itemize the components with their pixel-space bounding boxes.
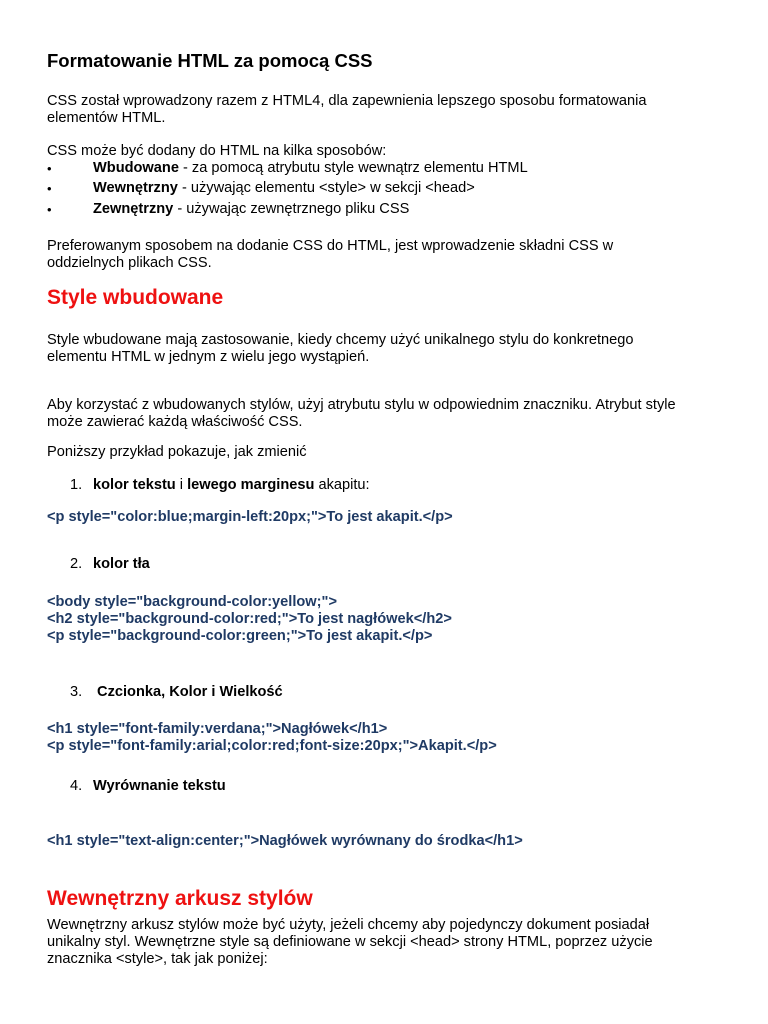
code-line: <h1 style="text-align:center;">Nagłówek wyrównany do środka</h1> [47, 833, 523, 849]
example-number: 3. [70, 684, 83, 700]
intro-line-2: elementów HTML. [47, 110, 166, 126]
bullet-icon: • [47, 202, 52, 217]
list-item-term: Wbudowane [93, 160, 179, 176]
example-text: i [175, 477, 188, 493]
list-item-term: Wewnętrzny [93, 180, 178, 196]
example-label: kolor tła [93, 556, 150, 572]
example-label: Czcionka, Kolor i Wielkość [93, 684, 283, 700]
list-item-term: Zewnętrzny [93, 201, 174, 217]
section-heading-inline-styles: Style wbudowane [47, 286, 224, 309]
example-item [47, 556, 747, 573]
code-line: <p style="background-color:green;">To jest akapit.</p> [47, 628, 433, 644]
bullet-icon: • [47, 181, 52, 196]
example-term: lewego marginesu [187, 477, 315, 493]
bullet-icon: • [47, 161, 52, 176]
example-number: 1. [70, 477, 83, 493]
example-text: akapitu: [314, 477, 370, 493]
example-item [47, 684, 747, 701]
example-term: kolor tekstu [93, 477, 176, 493]
code-line: <p style="color:blue;margin-left:20px;">To jest akapit.</p> [47, 509, 453, 525]
section-heading-internal-stylesheet: Wewnętrzny arkusz stylów [47, 887, 313, 910]
list-item-desc: - używając zewnętrznego pliku CSS [173, 201, 410, 217]
page-title: Formatowanie HTML za pomocą CSS [47, 50, 373, 71]
list-item [47, 180, 747, 197]
example-label: Wyrównanie tekstu [93, 778, 226, 794]
code-line: <h2 style="background-color:red;">To jest nagłówek</h2> [47, 611, 452, 627]
internal-para-line-2: unikalny styl. Wewnętrzne style są definiowane w sekcji <head> strony HTML, poprzez użycie [47, 934, 653, 950]
code-line: <p style="font-family:arial;color:red;font-size:20px;">Akapit.</p> [47, 738, 497, 754]
list-item [47, 160, 747, 177]
inline-para-3: Poniższy przykład pokazuje, jak zmienić [47, 444, 307, 460]
preferred-line-1: Preferowanym sposobem na dodanie CSS do HTML, jest wprowadzenie składni CSS w [47, 238, 614, 254]
ways-lead: CSS może być dodany do HTML na kilka sposobów: [47, 143, 387, 159]
example-item [47, 778, 747, 795]
list-item [47, 201, 747, 218]
example-number: 2. [70, 556, 83, 572]
inline-para-2-line-1: Aby korzystać z wbudowanych stylów, użyj atrybutu stylu w odpowiednim znaczniku. Atrybut style [47, 397, 676, 413]
code-line: <h1 style="font-family:verdana;">Nagłówek</h1> [47, 721, 388, 737]
list-item-desc: - używając elementu <style> w sekcji <head> [177, 180, 475, 196]
example-item [47, 477, 747, 494]
inline-para-1-line-2: elementu HTML w jednym z wielu jego wystąpień. [47, 349, 370, 365]
internal-para-line-1: Wewnętrzny arkusz stylów może być użyty, jeżeli chcemy aby pojedynczy dokument posiadał [47, 917, 650, 933]
list-item-desc: - za pomocą atrybutu style wewnątrz elementu HTML [178, 160, 528, 176]
inline-para-1-line-1: Style wbudowane mają zastosowanie, kiedy chcemy użyć unikalnego stylu do konkretnego [47, 332, 634, 348]
preferred-line-2: oddzielnych plikach CSS. [47, 255, 212, 271]
code-line: <body style="background-color:yellow;"> [47, 594, 337, 610]
inline-para-2-line-2: może zawierać każdą właściwość CSS. [47, 414, 303, 430]
internal-para-line-3: znacznika <style>, tak jak poniżej: [47, 951, 268, 967]
intro-line-1: CSS został wprowadzony razem z HTML4, dla zapewnienia lepszego sposobu formatowania [47, 93, 647, 109]
example-number: 4. [70, 778, 83, 794]
